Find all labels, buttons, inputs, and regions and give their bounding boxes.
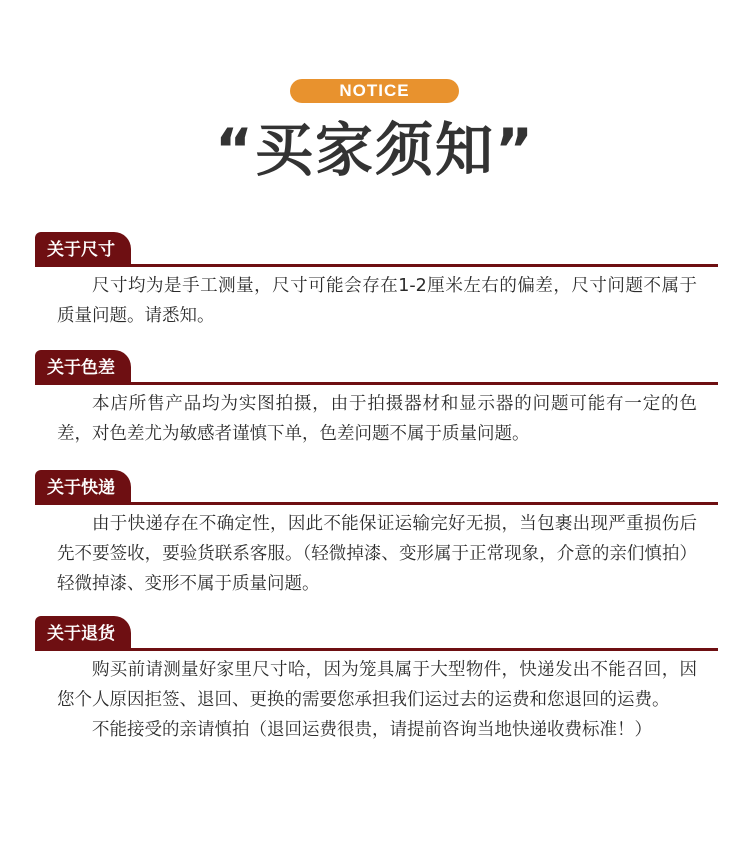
page-title: “买家须知” [214,116,536,184]
section-paragraph: 由于快递存在不确定性，因此不能保证运输完好无损，当包裹出现严重损伤后先不要签收，要验货联系客服。（轻微掉漆、变形属于正常现象，介意的亲们慎拍）轻微掉漆、变形不属于质量问题。 [57,514,697,594]
section-body [57,271,697,331]
section-paragraph: 本店所售产品均为实图拍摄，由于拍摄器材和显示器的问题可能有一定的色差，对色差尤为敏感者谨慎下单，色差问题不属于质量问题。 [57,394,697,444]
section-paragraph: 购买前请测量好家里尺寸哈，因为笼具属于大型物件，快递发出不能召回，因您个人原因拒签、退回、更换的需要您承担我们运过去的运费和您退回的运费。 [57,660,697,710]
section-divider [35,382,718,385]
section-divider [35,264,718,267]
notice-badge: NOTICE [290,79,459,103]
section-heading: 关于退货 [35,616,131,650]
section-body [57,655,697,745]
section-divider [35,648,718,651]
section-paragraph: 不能接受的亲请慎拍（退回运费很贵，请提前咨询当地快递收费标准！） [92,720,652,740]
section-body [57,389,697,449]
section-heading: 关于尺寸 [35,232,131,266]
section-body [57,509,697,599]
section-heading: 关于快递 [35,470,131,504]
section-paragraph: 尺寸均为是手工测量，尺寸可能会存在1-2厘米左右的偏差，尺寸问题不属于质量问题。请悉知。 [57,276,697,326]
section-divider [35,502,718,505]
section-heading: 关于色差 [35,350,131,384]
